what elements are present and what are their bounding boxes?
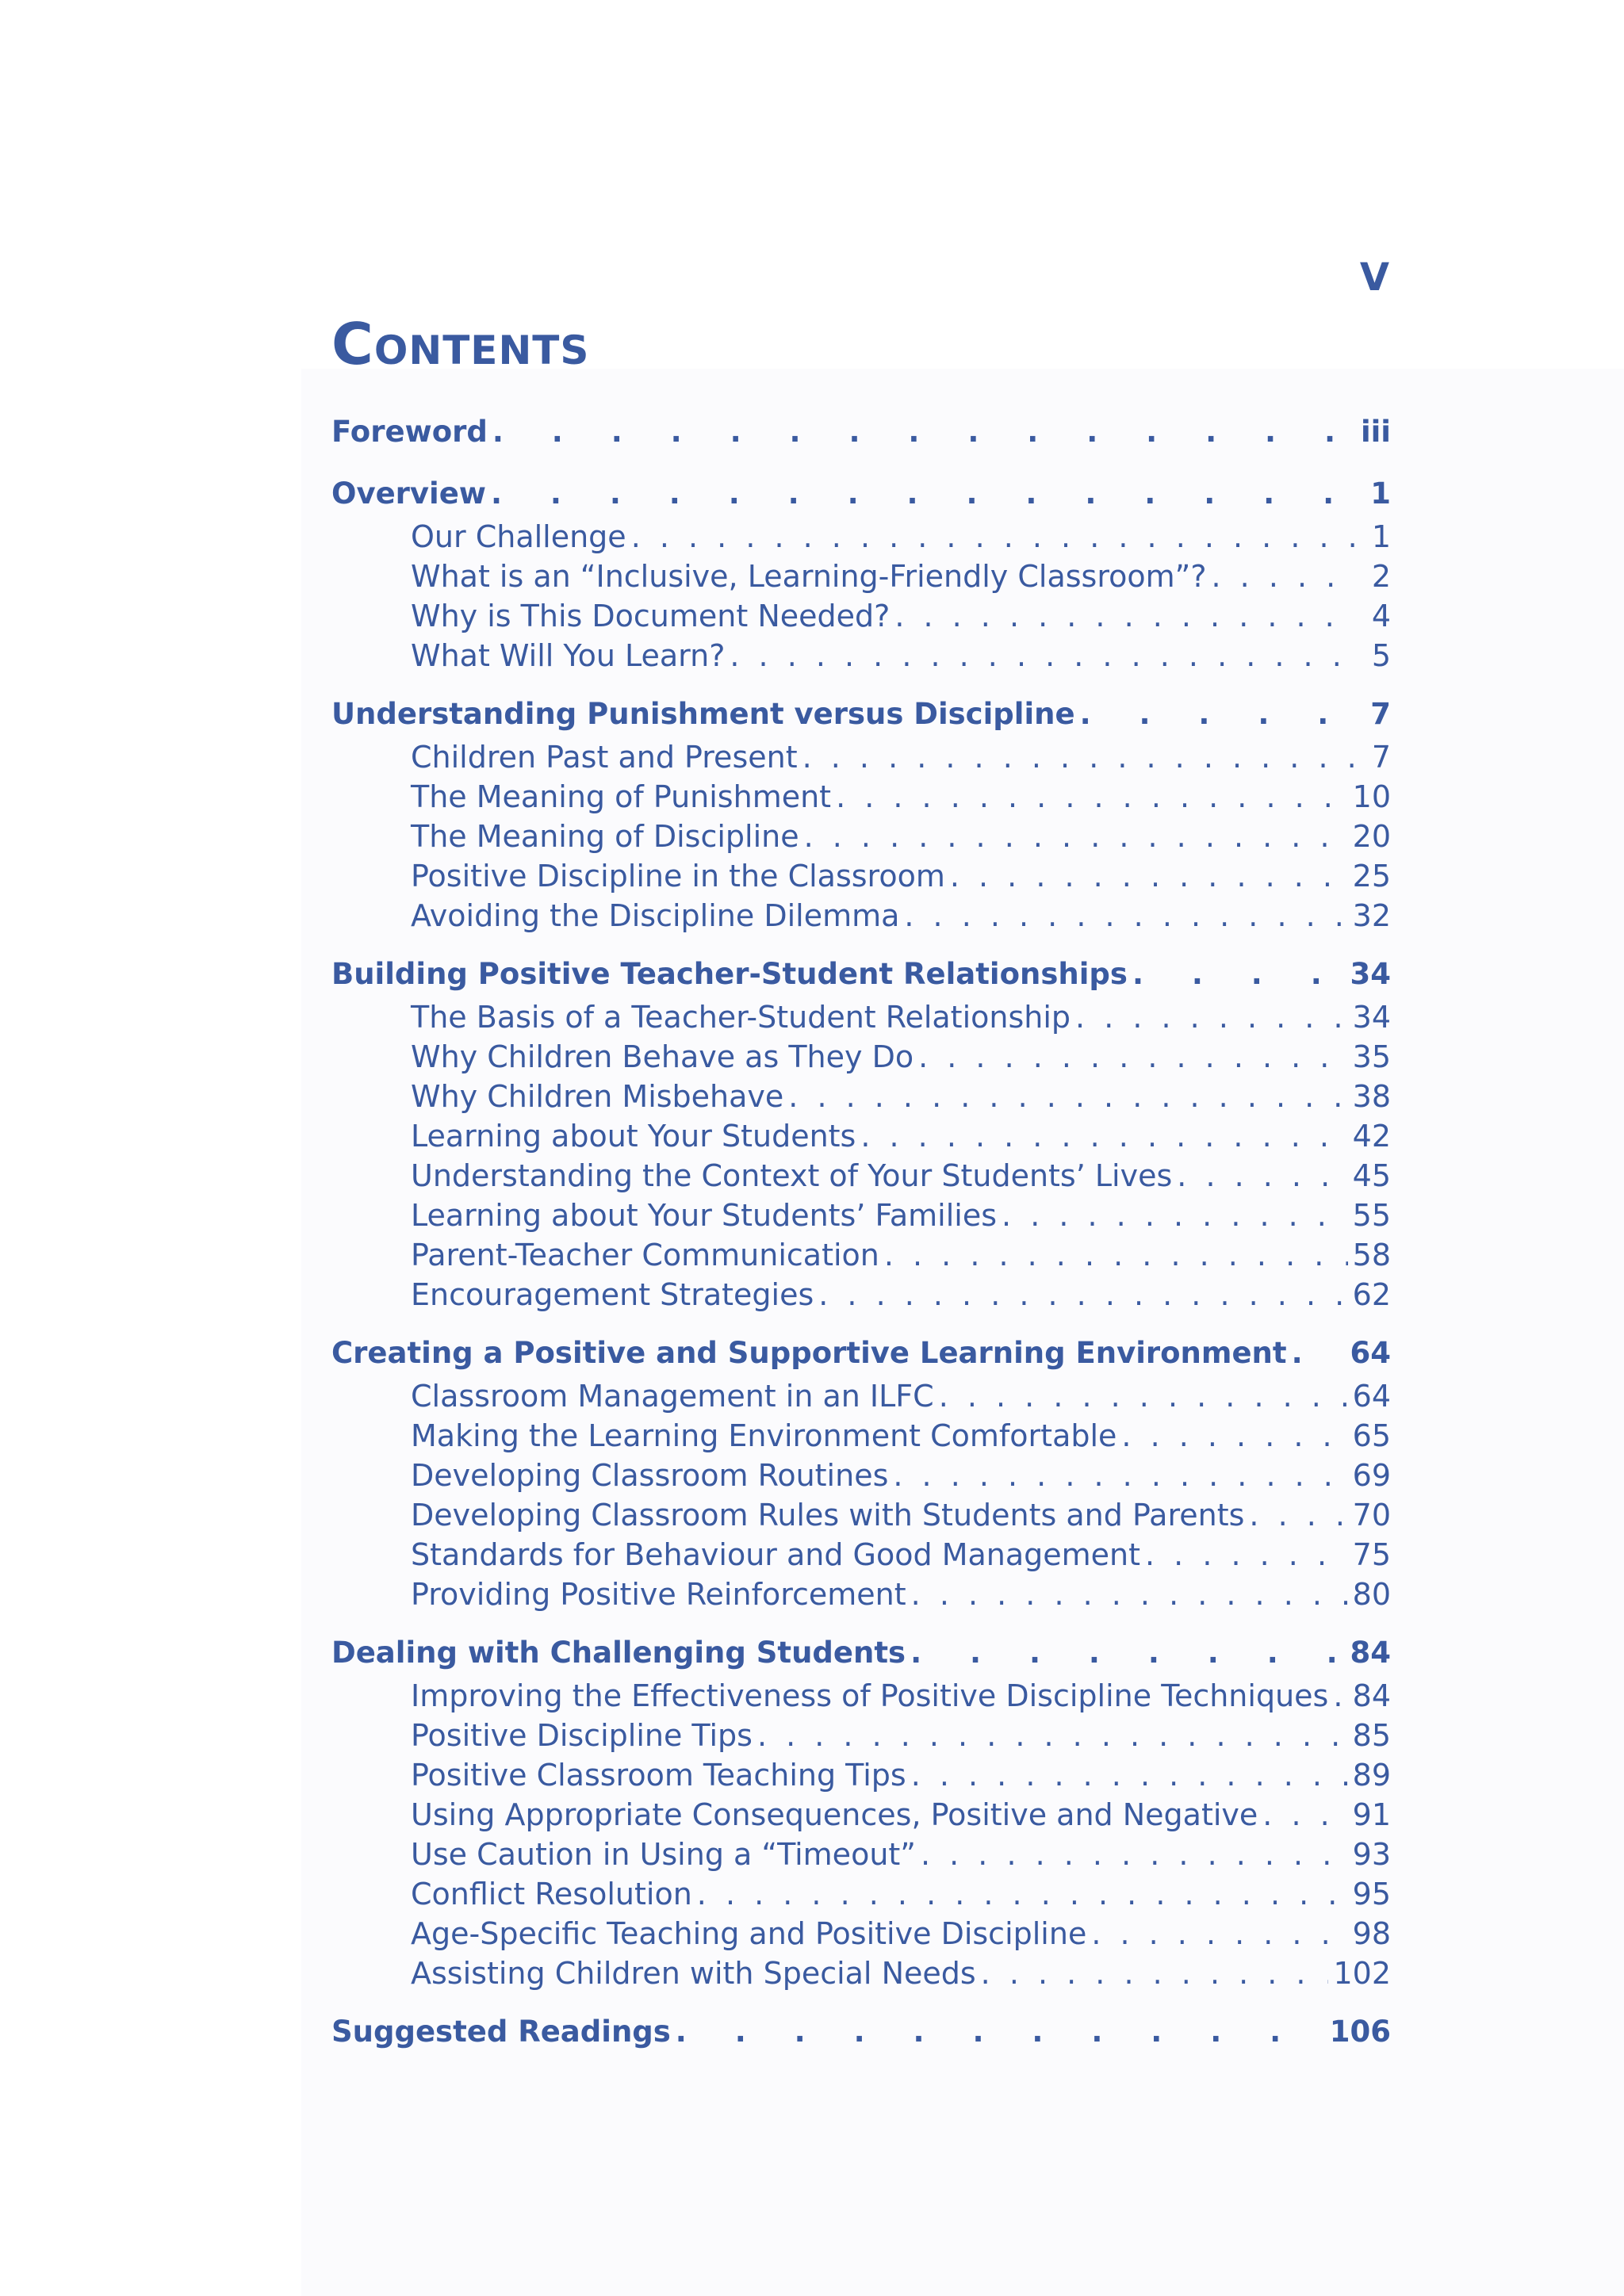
toc-chapter-entry[interactable] bbox=[331, 691, 1391, 737]
toc-chapter-entry[interactable] bbox=[331, 1630, 1391, 1676]
dot-leader bbox=[1292, 1330, 1346, 1376]
toc-subsection-entry[interactable] bbox=[331, 1077, 1391, 1116]
toc-subsection-page: 25 bbox=[1352, 859, 1391, 894]
dot-leader bbox=[939, 1376, 1348, 1416]
toc-subsection-entry[interactable] bbox=[331, 1037, 1391, 1077]
dot-leader bbox=[631, 517, 1354, 557]
toc-section bbox=[331, 691, 1391, 936]
toc-subsection-title: Positive Discipline in the Classroom bbox=[411, 859, 945, 894]
toc-subsection-title: Positive Classroom Teaching Tips bbox=[411, 1758, 906, 1793]
toc-subsection-page: 102 bbox=[1333, 1956, 1391, 1991]
toc-subsection-page: 98 bbox=[1352, 1916, 1391, 1951]
toc-subsection-entry[interactable] bbox=[331, 1376, 1391, 1416]
toc-subsection-title: Parent-Teacher Communication bbox=[411, 1238, 879, 1272]
dot-leader bbox=[981, 1954, 1329, 1993]
toc-chapter-page: 64 bbox=[1350, 1336, 1391, 1370]
toc-subsection-page: 45 bbox=[1352, 1158, 1391, 1193]
toc-section bbox=[331, 1330, 1391, 1614]
toc-subsection-entry[interactable] bbox=[331, 1716, 1391, 1755]
toc-chapter-page: iii bbox=[1360, 415, 1391, 449]
dot-leader bbox=[921, 1835, 1348, 1874]
toc-subsection-title: Children Past and Present bbox=[411, 740, 798, 775]
toc-subsection-entry[interactable] bbox=[331, 1116, 1391, 1156]
toc-subsection-title: Our Challenge bbox=[411, 519, 626, 554]
toc-subsection-title: Encouragement Strategies bbox=[411, 1277, 814, 1312]
toc-section bbox=[331, 409, 1391, 455]
toc-subsection-title: Developing Classroom Routines bbox=[411, 1458, 889, 1493]
toc-subsection-page: 58 bbox=[1352, 1238, 1391, 1272]
toc-subsection-entry[interactable] bbox=[331, 777, 1391, 817]
dot-leader bbox=[1132, 951, 1346, 997]
toc-subsection-title: Avoiding the Discipline Dilemma bbox=[411, 898, 900, 933]
toc-subsection-entry[interactable] bbox=[331, 1874, 1391, 1914]
toc-subsection-entry[interactable] bbox=[331, 1676, 1391, 1716]
toc-subsection-title: Learning about Your Students bbox=[411, 1119, 856, 1154]
toc-subsection-page: 7 bbox=[1371, 740, 1391, 775]
toc-subsection-page: 35 bbox=[1352, 1039, 1391, 1074]
toc-subsection-entry[interactable] bbox=[331, 517, 1391, 557]
toc-subsection-title: The Basis of a Teacher-Student Relationship bbox=[411, 1000, 1071, 1035]
toc-subsection-page: 65 bbox=[1352, 1418, 1391, 1453]
toc-chapter-title: Foreword bbox=[331, 415, 488, 449]
toc-subsection-page: 62 bbox=[1352, 1277, 1391, 1312]
toc-subsection-entry[interactable] bbox=[331, 1835, 1391, 1874]
toc-subsection-title: Developing Classroom Rules with Students and Parents bbox=[411, 1498, 1245, 1533]
toc-chapter-page: 106 bbox=[1329, 2015, 1391, 2049]
toc-chapter-entry[interactable] bbox=[331, 951, 1391, 997]
toc-chapter-page: 7 bbox=[1370, 697, 1391, 731]
toc-subsection-title: Positive Discipline Tips bbox=[411, 1718, 753, 1753]
toc-subsection-page: 95 bbox=[1352, 1877, 1391, 1911]
dot-leader bbox=[802, 737, 1354, 777]
toc-subsection-title: Age-Specific Teaching and Positive Discipline bbox=[411, 1916, 1087, 1951]
toc-subsection-page: 84 bbox=[1352, 1678, 1391, 1713]
dot-leader bbox=[804, 817, 1348, 856]
dot-leader bbox=[1262, 1795, 1347, 1835]
toc-subsection-title: Improving the Effectiveness of Positive Discipline Techniques bbox=[411, 1678, 1329, 1713]
toc-subsection-page: 75 bbox=[1352, 1537, 1391, 1572]
dot-leader bbox=[1212, 557, 1355, 596]
dot-leader bbox=[1145, 1535, 1348, 1575]
toc-chapter-entry[interactable] bbox=[331, 409, 1391, 455]
toc-subsection-title: Learning about Your Students’ Families bbox=[411, 1198, 998, 1233]
toc-subsection-entry[interactable] bbox=[331, 1416, 1391, 1456]
dot-leader bbox=[1080, 691, 1354, 737]
toc-subsection-entry[interactable] bbox=[331, 1755, 1391, 1795]
toc-chapter-page: 34 bbox=[1350, 957, 1391, 991]
toc-subsection-entry[interactable] bbox=[331, 817, 1391, 856]
toc-chapter-title: Understanding Punishment versus Discipline bbox=[331, 697, 1075, 731]
toc-subsection-entry[interactable] bbox=[331, 1495, 1391, 1535]
dot-leader bbox=[1091, 1914, 1347, 1954]
page-number: V bbox=[1359, 255, 1389, 300]
dot-leader bbox=[894, 596, 1354, 636]
toc-subsection-title: Assisting Children with Special Needs bbox=[411, 1956, 976, 1991]
dot-leader bbox=[911, 1575, 1348, 1614]
dot-leader bbox=[491, 471, 1354, 517]
toc-subsection-entry[interactable] bbox=[331, 896, 1391, 936]
toc-subsection-entry[interactable] bbox=[331, 1235, 1391, 1275]
toc-subsection-title: What Will You Learn? bbox=[411, 638, 726, 673]
toc-subsection-title: Use Caution in Using a “Timeout” bbox=[411, 1837, 916, 1872]
dot-leader bbox=[1002, 1196, 1348, 1235]
toc-subsection-entry[interactable] bbox=[331, 856, 1391, 896]
toc-subsection-entry[interactable] bbox=[331, 1535, 1391, 1575]
toc-subsection-entry[interactable] bbox=[331, 596, 1391, 636]
dot-leader bbox=[730, 636, 1354, 675]
toc-subsection-entry[interactable] bbox=[331, 1914, 1391, 1954]
dot-leader bbox=[788, 1077, 1347, 1116]
toc-subsection-page: 85 bbox=[1352, 1718, 1391, 1753]
toc-subsection-title: Why is This Document Needed? bbox=[411, 599, 891, 633]
toc-chapter-title: Creating a Positive and Supportive Learning Environment bbox=[331, 1336, 1287, 1370]
toc-chapter-entry[interactable] bbox=[331, 471, 1391, 517]
toc-subsection-page: 32 bbox=[1352, 898, 1391, 933]
toc-subsection-title: Providing Positive Reinforcement bbox=[411, 1577, 906, 1612]
toc-subsection-title: Understanding the Context of Your Students’ Lives bbox=[411, 1158, 1173, 1193]
dot-leader bbox=[893, 1456, 1347, 1495]
toc-chapter-page: 1 bbox=[1370, 476, 1391, 511]
toc-subsection-entry[interactable] bbox=[331, 1456, 1391, 1495]
toc-section bbox=[331, 2009, 1391, 2055]
dot-leader bbox=[1177, 1156, 1347, 1196]
toc-subsection-page: 55 bbox=[1352, 1198, 1391, 1233]
dot-leader bbox=[836, 777, 1348, 817]
dot-leader bbox=[1333, 1676, 1347, 1716]
toc-subsection-page: 38 bbox=[1352, 1079, 1391, 1114]
dot-leader bbox=[950, 856, 1348, 896]
toc-subsection-page: 91 bbox=[1352, 1797, 1391, 1832]
toc-section bbox=[331, 1630, 1391, 1993]
toc-subsection-page: 10 bbox=[1352, 779, 1391, 814]
toc-subsection-entry[interactable] bbox=[331, 1575, 1391, 1614]
dot-leader bbox=[1121, 1416, 1347, 1456]
toc-subsection-title: Classroom Management in an ILFC bbox=[411, 1379, 934, 1414]
toc-subsection-title: Making the Learning Environment Comfortable bbox=[411, 1418, 1117, 1453]
toc-chapter-page: 84 bbox=[1350, 1636, 1391, 1670]
toc-subsection-page: 20 bbox=[1352, 819, 1391, 854]
toc-subsection-title: Standards for Behaviour and Good Management bbox=[411, 1537, 1141, 1572]
toc-subsection-page: 93 bbox=[1352, 1837, 1391, 1872]
toc-subsection-page: 89 bbox=[1352, 1758, 1391, 1793]
toc-subsection-entry[interactable] bbox=[331, 1954, 1391, 1993]
toc-chapter-title: Dealing with Challenging Students bbox=[331, 1636, 906, 1670]
toc-subsection-entry[interactable] bbox=[331, 636, 1391, 675]
dot-leader bbox=[884, 1235, 1348, 1275]
dot-leader bbox=[697, 1874, 1348, 1914]
dot-leader bbox=[904, 896, 1347, 936]
page-title: Contents bbox=[331, 311, 590, 377]
dot-leader bbox=[492, 409, 1354, 455]
table-of-contents bbox=[331, 409, 1391, 2071]
dot-leader bbox=[1075, 997, 1348, 1037]
toc-subsection-entry[interactable] bbox=[331, 1196, 1391, 1235]
toc-chapter-title: Overview bbox=[331, 476, 486, 511]
toc-subsection-entry[interactable] bbox=[331, 557, 1391, 596]
toc-subsection-title: What is an “Inclusive, Learning-Friendly Classroom”? bbox=[411, 559, 1207, 594]
toc-subsection-title: Why Children Behave as They Do bbox=[411, 1039, 914, 1074]
toc-subsection-title: Conflict Resolution bbox=[411, 1877, 692, 1911]
toc-subsection-page: 64 bbox=[1352, 1379, 1391, 1414]
toc-subsection-page: 4 bbox=[1371, 599, 1391, 633]
toc-subsection-page: 1 bbox=[1371, 519, 1391, 554]
dot-leader bbox=[918, 1037, 1348, 1077]
toc-chapter-title: Building Positive Teacher-Student Relationships bbox=[331, 957, 1128, 991]
toc-subsection-title: The Meaning of Discipline bbox=[411, 819, 799, 854]
toc-subsection-entry[interactable] bbox=[331, 737, 1391, 777]
toc-subsection-page: 69 bbox=[1352, 1458, 1391, 1493]
toc-chapter-title: Suggested Readings bbox=[331, 2015, 671, 2049]
toc-subsection-entry[interactable] bbox=[331, 1275, 1391, 1314]
toc-subsection-page: 42 bbox=[1352, 1119, 1391, 1154]
toc-subsection-title: Using Appropriate Consequences, Positive and Negative bbox=[411, 1797, 1258, 1832]
toc-section bbox=[331, 471, 1391, 675]
dot-leader bbox=[860, 1116, 1347, 1156]
toc-subsection-page: 34 bbox=[1352, 1000, 1391, 1035]
dot-leader bbox=[911, 1755, 1348, 1795]
toc-subsection-entry[interactable] bbox=[331, 997, 1391, 1037]
dot-leader bbox=[757, 1716, 1348, 1755]
toc-subsection-title: The Meaning of Punishment bbox=[411, 779, 832, 814]
toc-section bbox=[331, 951, 1391, 1314]
dot-leader bbox=[818, 1275, 1347, 1314]
toc-subsection-entry[interactable] bbox=[331, 1156, 1391, 1196]
dot-leader bbox=[910, 1630, 1345, 1676]
toc-subsection-page: 5 bbox=[1371, 638, 1391, 673]
toc-subsection-page: 70 bbox=[1352, 1498, 1391, 1533]
dot-leader bbox=[1249, 1495, 1347, 1535]
toc-chapter-entry[interactable] bbox=[331, 1330, 1391, 1376]
toc-subsection-title: Why Children Misbehave bbox=[411, 1079, 784, 1114]
toc-subsection-entry[interactable] bbox=[331, 1795, 1391, 1835]
toc-chapter-entry[interactable] bbox=[331, 2009, 1391, 2055]
toc-subsection-page: 2 bbox=[1371, 559, 1391, 594]
toc-subsection-page: 80 bbox=[1352, 1577, 1391, 1612]
dot-leader bbox=[676, 2009, 1325, 2055]
